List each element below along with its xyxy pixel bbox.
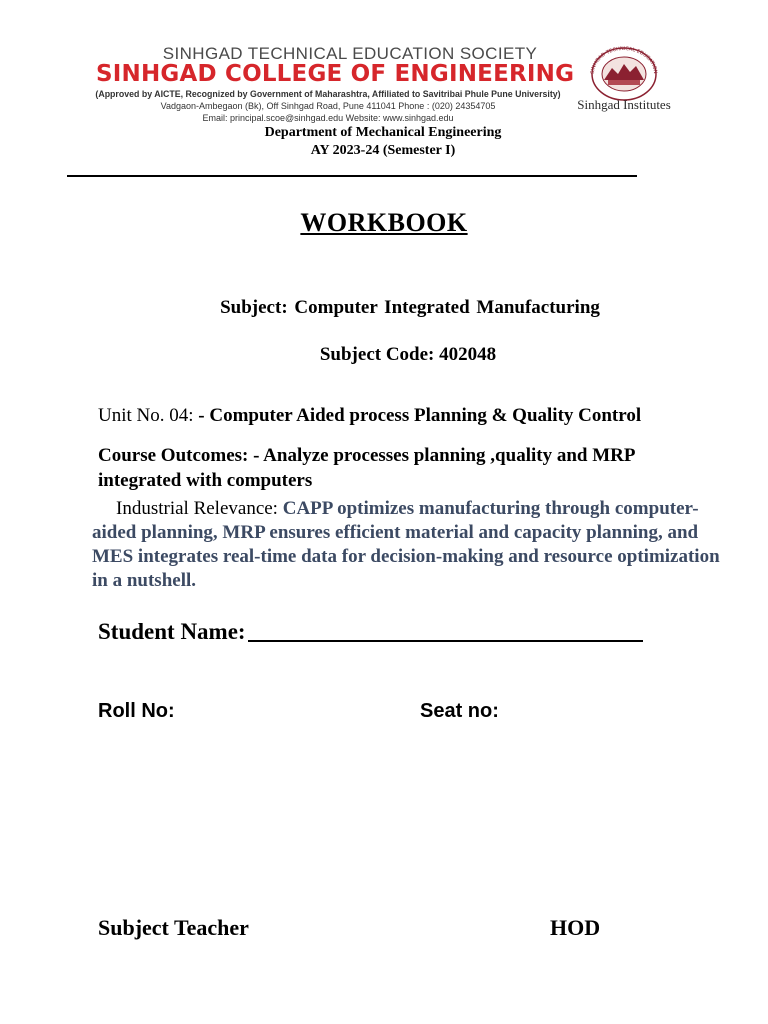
- department-name: Department of Mechanical Engineering: [264, 125, 502, 140]
- society-name: SINHGAD TECHNICAL EDUCATION SOCIETY: [162, 44, 538, 63]
- unit-line: [98, 405, 641, 427]
- logo-ring-text: SINHGAD TECHNICAL EDUCATION: [589, 45, 659, 75]
- subject-code: Subject Code: 402048: [319, 344, 497, 365]
- logo-emblem-icon: [572, 44, 676, 104]
- logo-caption: Sinhgad Institutes: [577, 97, 671, 112]
- relevance-text: CAPP optimizes manufacturing through computer-aided planning, MRP ensures efficient material and capacity planning, and MES integrates real-time data for decision-making and resource optimization in a nutshell.: [92, 498, 720, 591]
- course-outcomes: [98, 443, 635, 493]
- course-outcomes-line-2: integrated with computers: [98, 470, 313, 491]
- roll-no-label: Roll No:: [98, 700, 175, 722]
- subject-teacher-signature: Subject Teacher: [98, 915, 249, 940]
- course-outcomes-line-1: Course Outcomes: - Analyze processes planning ,quality and MRP: [98, 445, 636, 466]
- student-name-label: Student Name:: [98, 619, 246, 644]
- hod-signature: HOD: [550, 915, 601, 940]
- header-divider: [67, 175, 637, 177]
- college-name: SINHGAD COLLEGE OF ENGINEERING: [96, 61, 575, 87]
- document-title: WORKBOOK: [300, 208, 468, 237]
- relevance-label: Industrial Relevance:: [116, 498, 283, 519]
- contact-line: Email: principal.scoe@sinhgad.edu Website: www.sinhgad.edu: [202, 113, 454, 123]
- address-line: Vadgaon-Ambegaon (Bk), Off Sinhgad Road, Pune 411041 Phone : (020) 24354705: [160, 101, 496, 111]
- subject-line: Subject: Computer Integrated Manufacturing: [220, 297, 600, 318]
- industrial-relevance: [92, 497, 722, 593]
- student-name-field[interactable]: [248, 640, 643, 642]
- approval-line: (Approved by AICTE, Recognized by Government of Maharashtra, Affiliated to Savitribai Phule Pune University): [95, 89, 561, 99]
- unit-title: - Computer Aided process Planning & Quality Control: [193, 405, 642, 426]
- seat-no-label: Seat no:: [420, 700, 499, 722]
- unit-label: Unit No. 04:: [98, 405, 194, 426]
- academic-year: AY 2023-24 (Semester I): [310, 143, 456, 158]
